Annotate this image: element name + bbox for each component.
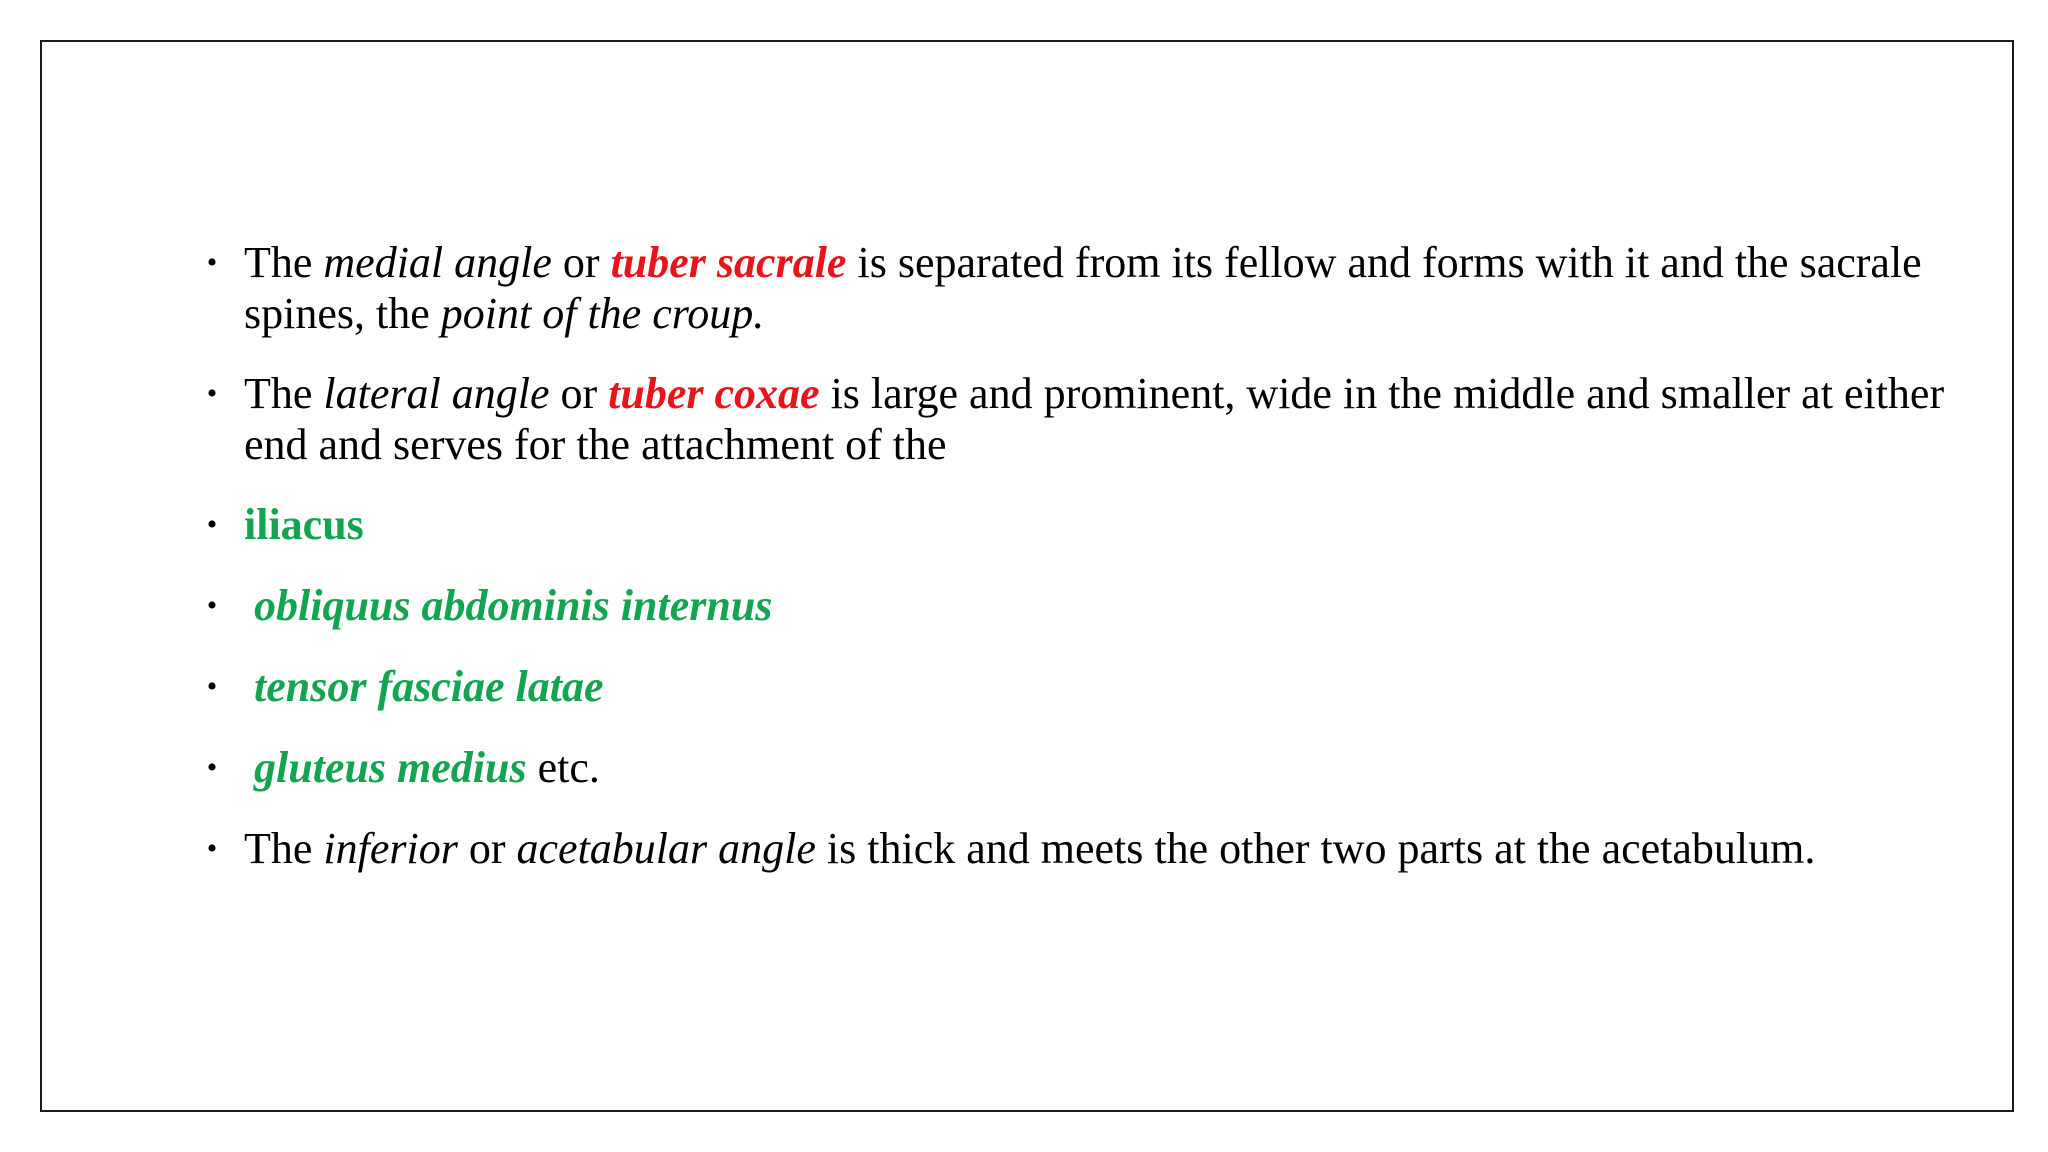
text-run: The [244,238,324,287]
bullet-medial-angle [202,237,1962,339]
term-medial-angle: medial angle [323,238,552,287]
term-tuber-coxae: tuber coxae [608,369,820,418]
text-run: The [244,369,324,418]
text-run: The [244,824,324,873]
bullet-list [202,237,1962,874]
bullet-dot: • [206,508,218,541]
text-run: or [549,369,609,418]
slide-content [202,237,1962,874]
bullet-dot: • [206,377,218,410]
bullet-tensor [202,661,1962,712]
bullet-dot: • [206,589,218,622]
term-iliacus: iliacus [244,500,364,549]
text-run: is large and prominent, wide in the middle and smaller at either end and serves for the attachment of the [244,369,1945,469]
bullet-lateral-angle [202,368,1962,470]
text-run: is thick and meets the other two parts at the acetabulum. [815,824,1816,873]
text-run: is separated from its fellow and forms with it and the sacrale spines, the [244,238,1922,338]
term-lateral-angle: lateral angle [323,369,550,418]
bullet-dot: • [206,246,218,279]
bullet-gluteus [202,742,1962,793]
bullet-dot: • [206,832,218,865]
bullet-dot: • [206,670,218,703]
slide-frame [40,40,2014,1112]
term-inferior: inferior [323,824,458,873]
text-run: or [457,824,517,873]
text-run: or [551,238,611,287]
bullet-obliquus [202,580,1962,631]
bullet-iliacus [202,499,1962,550]
term-gluteus-medius: gluteus medius [254,743,527,792]
term-obliquus-abdominis-internus: obliquus abdominis internus [254,581,773,630]
text-run: etc. [526,743,600,792]
bullet-dot: • [206,751,218,784]
bullet-inferior-angle [202,823,1962,874]
term-tuber-sacrale: tuber sacrale [610,238,847,287]
term-acetabular-angle: acetabular angle [516,824,816,873]
term-point-of-the-croup: point of the croup. [440,289,765,338]
term-tensor-fasciae-latae: tensor fasciae latae [254,662,604,711]
